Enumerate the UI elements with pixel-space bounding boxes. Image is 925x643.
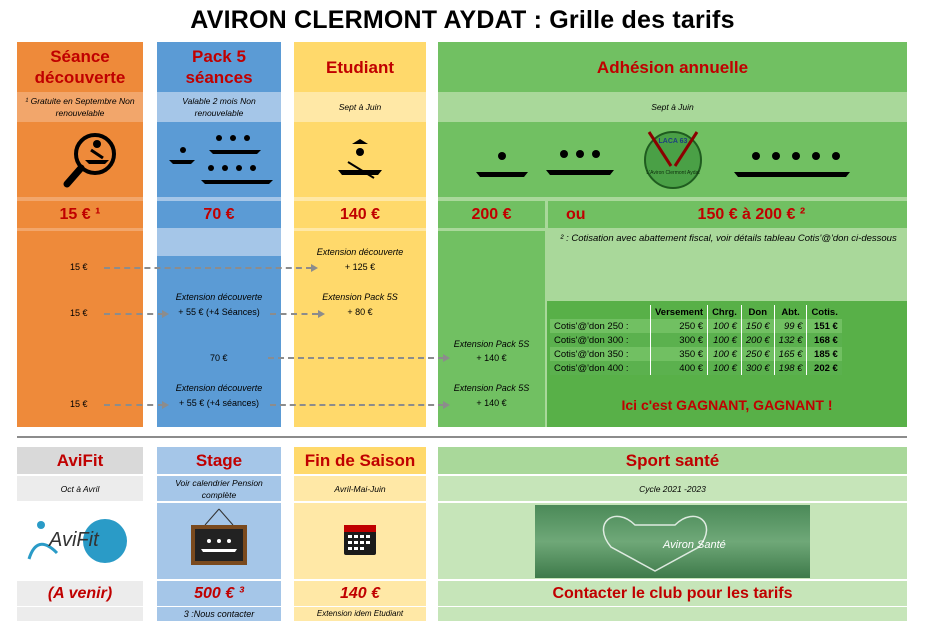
fin-foot: Extension idem Etudiant xyxy=(294,607,426,621)
etudiant-ext-area xyxy=(294,231,426,427)
cotisation-cell: 200 € xyxy=(741,333,774,347)
chalkboard-icon xyxy=(157,503,281,579)
ext-row4-arrow-b xyxy=(270,404,444,406)
adhesion-price-a: 200 € xyxy=(438,201,545,228)
cotisation-cell: 132 € xyxy=(774,333,807,347)
cotisation-cell: 100 € xyxy=(708,361,742,375)
fin-header: Fin de Saison xyxy=(294,447,426,474)
ou-label: ou xyxy=(566,205,586,223)
pack5-price: 70 € xyxy=(157,201,281,228)
cotisation-cell: 250 € xyxy=(741,347,774,361)
adhesion-header: Adhésion annuelle xyxy=(438,42,907,92)
club-logo-top: LACA 63 xyxy=(658,138,688,145)
cotisation-cell: Cotis'@'don 400 : xyxy=(550,361,651,375)
cotisation-row xyxy=(550,333,842,347)
ext-row4-mid-value: + 55 € (+4 séances) xyxy=(178,398,260,408)
ext-row1-left: 15 € xyxy=(70,262,88,272)
cotisation-header-cell: Cotis. xyxy=(807,305,842,319)
adhesion-icon-cell xyxy=(438,122,907,197)
ext-row2-label: Extension Pack 5S xyxy=(322,292,398,302)
ext-row3-label: Extension Pack 5S xyxy=(453,339,530,349)
magnifier-rower-icon xyxy=(17,122,143,197)
ext-row2-left: 15 € xyxy=(70,308,88,318)
avifit-logo-cell xyxy=(17,503,143,579)
pack5-sub: Valable 2 mois Non renouvelable xyxy=(157,93,281,121)
cotisation-table xyxy=(550,305,842,375)
aviron-sante-photo xyxy=(535,505,810,578)
pack5-ext-top xyxy=(157,231,281,256)
ext-row4-value: + 140 € xyxy=(476,398,507,408)
cotisation-cell: 250 € xyxy=(651,319,708,333)
ext-row2-value: + 80 € xyxy=(347,307,373,317)
rowing-boats-icon xyxy=(157,122,281,197)
cotisation-cell: 400 € xyxy=(651,361,708,375)
separator xyxy=(17,436,907,438)
cotisation-cell: 100 € xyxy=(708,347,742,361)
stage-foot: 3 :Nous contacter xyxy=(157,607,281,621)
stage-icon-cell xyxy=(157,503,281,579)
sante-sub: Cycle 2021 -2023 xyxy=(438,476,907,501)
cotisation-cell: 100 € xyxy=(708,319,742,333)
ext-row1-label: Extension découverte xyxy=(316,247,404,257)
cotisation-cell: 150 € xyxy=(741,319,774,333)
seance-icon-cell xyxy=(17,122,143,197)
ext-row4-left: 15 € xyxy=(70,399,88,409)
adhesion-price-b: 150 € à 200 € ² xyxy=(697,205,806,223)
cotisation-row xyxy=(550,347,842,361)
avifit-logo-text: AviFit xyxy=(49,529,99,551)
etudiant-header: Etudiant xyxy=(294,42,426,92)
calendar-icon xyxy=(294,503,426,579)
sante-price: Contacter le club pour les tarifs xyxy=(438,581,907,606)
fin-price: 140 € xyxy=(294,581,426,606)
ext-row2-mid-label: Extension découverte xyxy=(175,292,263,302)
cotisation-cell: Cotis'@'don 250 : xyxy=(550,319,651,333)
ext-row1-value: + 125 € xyxy=(344,262,376,272)
page-title: AVIRON CLERMONT AYDAT : Grille des tarifs xyxy=(190,6,735,34)
seance-ext-area xyxy=(17,231,143,427)
cotisation-row xyxy=(550,319,842,333)
avifit-header: AviFit xyxy=(17,447,143,474)
avifit-price: (A venir) xyxy=(17,581,143,606)
ext-row2-arrow-a xyxy=(104,313,164,315)
fin-sub: Avril-Mai-Juin xyxy=(294,476,426,501)
gagnant-label: Ici c'est GAGNANT, GAGNANT ! xyxy=(621,397,833,413)
cotisation-cell: 165 € xyxy=(774,347,807,361)
seance-header: Séance découverte xyxy=(17,42,143,92)
cotisation-cell: 185 € xyxy=(807,347,842,361)
aviron-sante-text: Aviron Santé xyxy=(663,539,726,551)
cotisation-cell: 151 € xyxy=(807,319,842,333)
cotisation-header-cell: Versement xyxy=(651,305,708,319)
ext-row4-mid-label: Extension découverte xyxy=(175,383,263,393)
etudiant-price: 140 € xyxy=(294,201,426,228)
seance-sub: ¹ Gratuite en Septembre Non renouvelable xyxy=(17,93,143,121)
cotisation-cell: 350 € xyxy=(651,347,708,361)
ext-row4-label: Extension Pack 5S xyxy=(453,383,530,393)
ext-row3-mid: 70 € xyxy=(210,353,228,363)
cotisation-header-cell: Chrg. xyxy=(708,305,742,319)
ext-row3-value: + 140 € xyxy=(476,353,507,363)
sante-header: Sport santé xyxy=(438,447,907,474)
avifit-sub: Oct à Avril xyxy=(17,476,143,501)
cotisation-cell: 99 € xyxy=(774,319,807,333)
seance-price: 15 € ¹ xyxy=(17,201,143,228)
cotisation-cell: Cotis'@'don 350 : xyxy=(550,347,651,361)
club-logo-graphic xyxy=(641,126,705,192)
ext-row1-arrow xyxy=(104,267,312,269)
cotisation-cell: 300 € xyxy=(651,333,708,347)
pack5-icon-cell xyxy=(157,122,281,197)
fin-icon-cell xyxy=(294,503,426,579)
adhesion-price-b-cell xyxy=(548,201,907,228)
ext-row4-arrow-a xyxy=(104,404,164,406)
ext-row3-arrow xyxy=(268,357,444,359)
cotisation-cell: 100 € xyxy=(708,333,742,347)
sante-foot xyxy=(438,607,907,621)
cotisation-header-cell: Abt. xyxy=(774,305,807,319)
cotisation-cell: 198 € xyxy=(774,361,807,375)
cotisation-cell: Cotis'@'don 300 : xyxy=(550,333,651,347)
pack5-header: Pack 5 séances xyxy=(157,42,281,92)
cotisation-header-cell: Don xyxy=(741,305,774,319)
stage-sub: Voir calendrier Pension complète xyxy=(157,476,281,501)
ext-row2-mid-value: + 55 € (+4 Séances) xyxy=(178,307,260,317)
club-logo-bottom: L'Aviron Clermont Aydat xyxy=(646,170,700,176)
cotisation-row xyxy=(550,361,842,375)
cotisation-cell: 202 € xyxy=(807,361,842,375)
adhesion-sub: Sept à Juin xyxy=(438,93,907,121)
sante-image-cell xyxy=(438,503,907,579)
avifit-foot xyxy=(17,607,143,621)
etudiant-icon-cell xyxy=(294,122,426,197)
stage-price: 500 € ³ xyxy=(157,581,281,606)
etudiant-sub: Sept à Juin xyxy=(294,93,426,121)
cotisation-header-cell xyxy=(550,305,651,319)
student-rower-icon xyxy=(294,122,426,197)
club-logo xyxy=(641,126,705,192)
stage-header: Stage xyxy=(157,447,281,474)
cotisation-cell: 168 € xyxy=(807,333,842,347)
cotisation-cell: 300 € xyxy=(741,361,774,375)
cotisation-note: ² : Cotisation avec abattement fiscal, voir détails tableau Cotis'@'don ci-dessous xyxy=(560,233,897,244)
